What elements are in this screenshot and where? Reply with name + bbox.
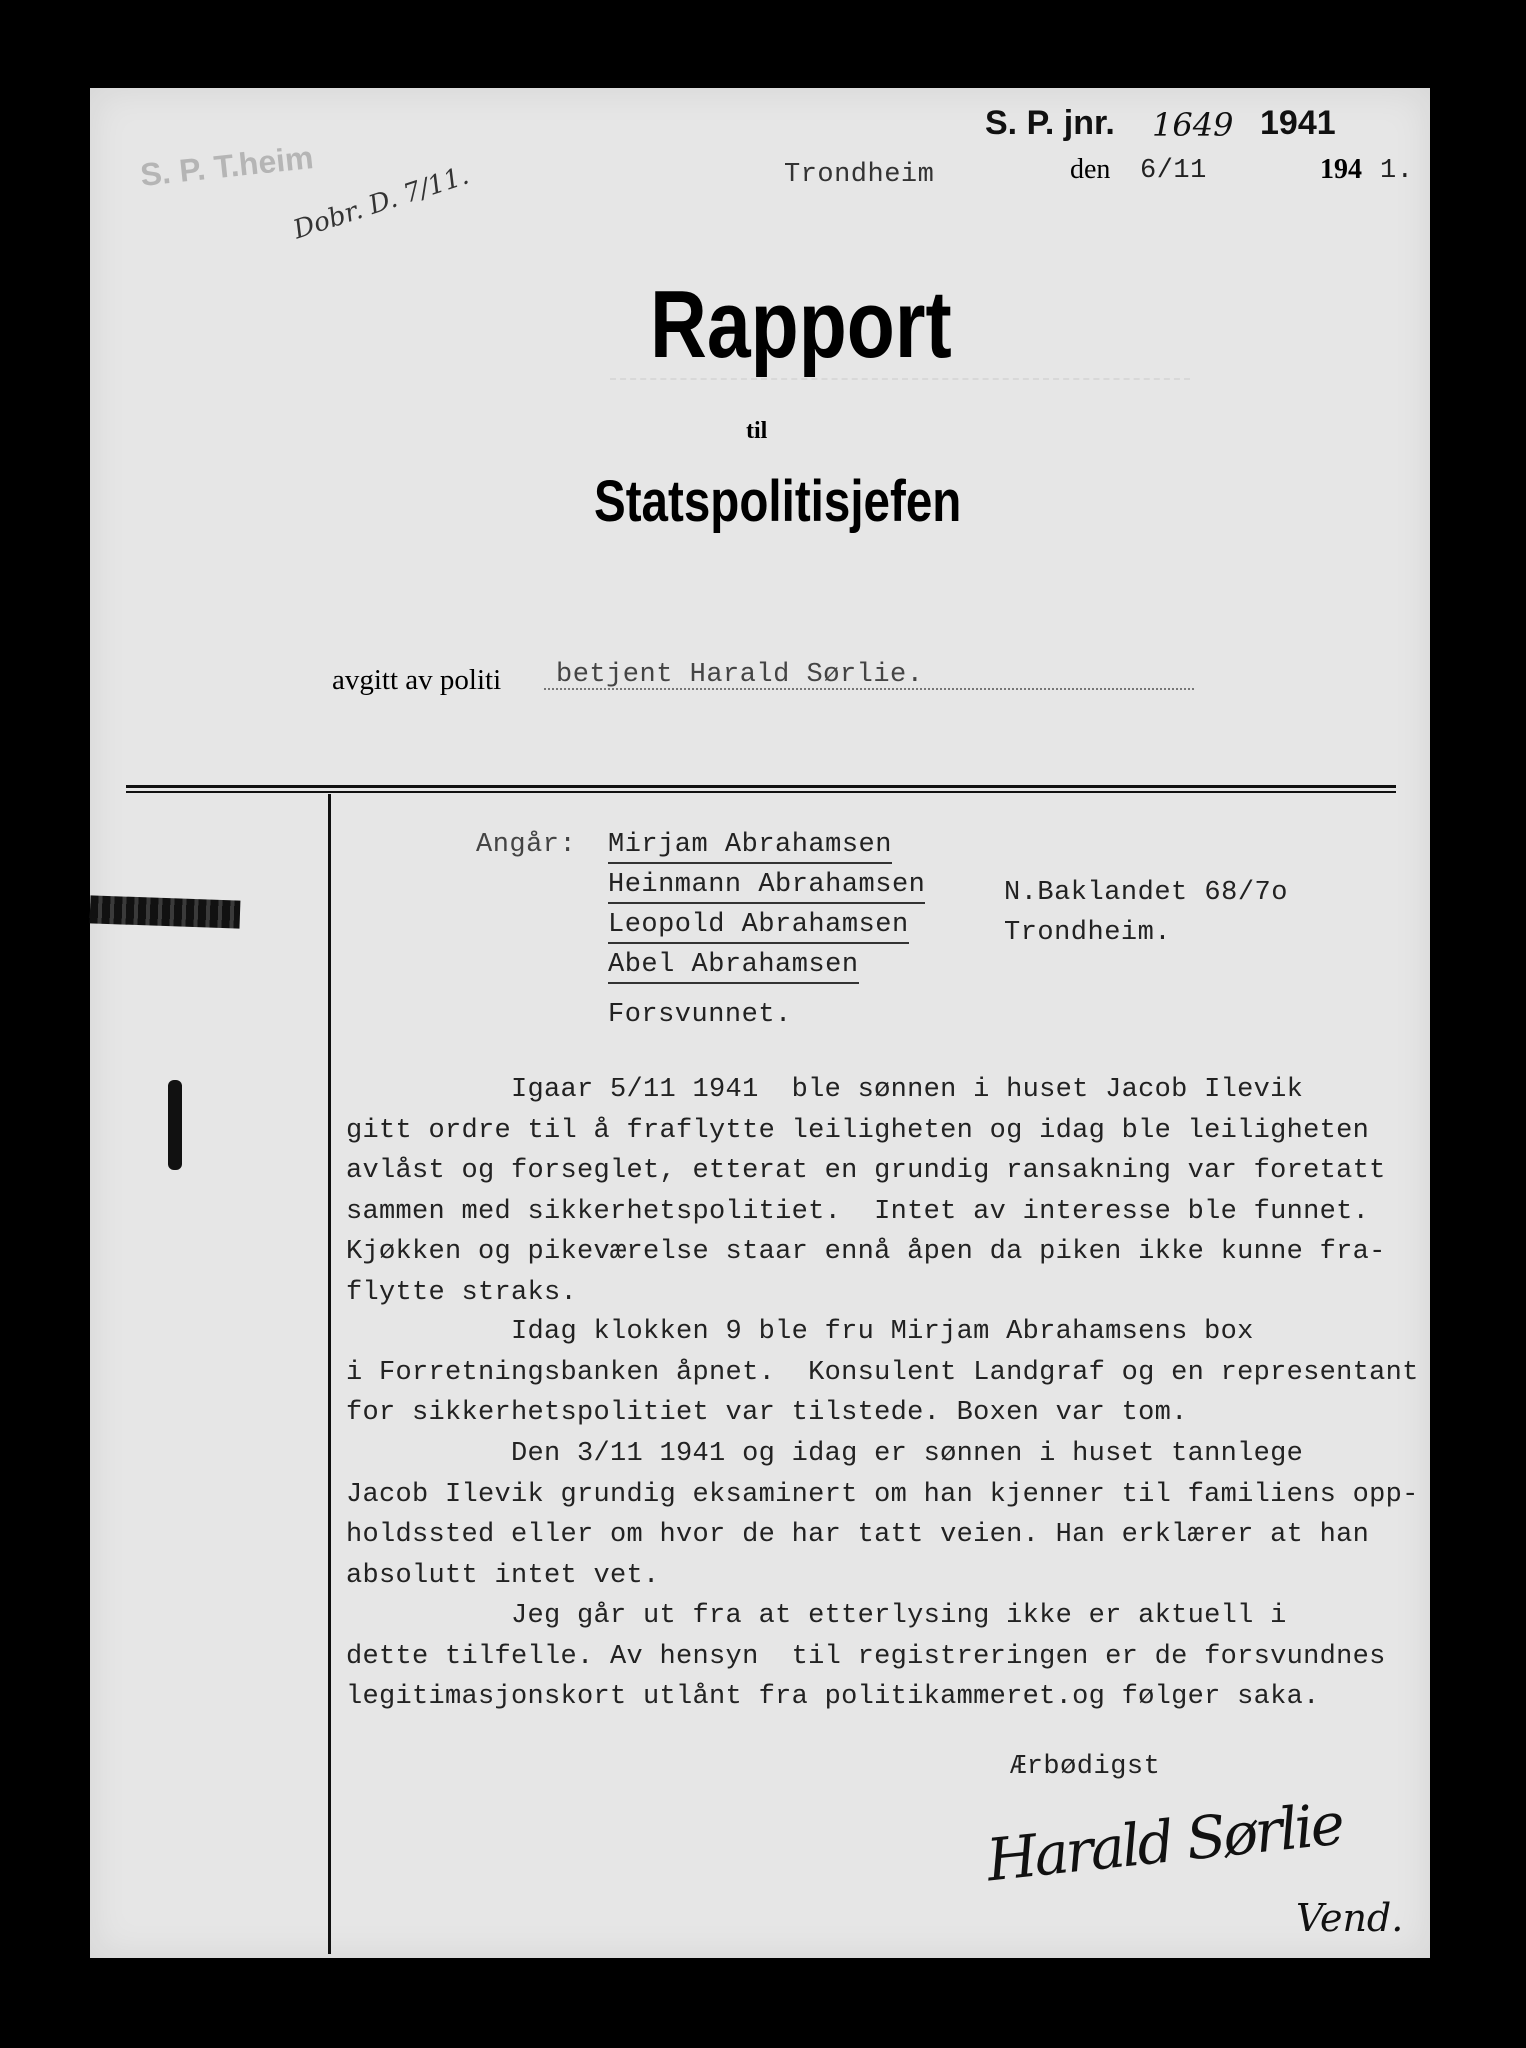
body-paragraph-3: Den 3/11 1941 og idag er sønnen i huset tannlege Jacob Ilevik grundig eksaminert om han kjenner til familiens opp- holdssted eller om hvor de har tatt veien. Han erklærer at han absolutt intet vet.	[346, 1439, 1419, 1591]
handwritten-stamp-note: Dobr. D. 7/11.	[289, 160, 473, 246]
journal-number: 1649	[1152, 106, 1234, 144]
subject-status: Forsvunnet.	[608, 1000, 792, 1030]
body-paragraph-1: Igaar 5/11 1941 ble sønnen i huset Jacob Ilevik gitt ordre til å fraflytte leiligheten og idag ble leiligheten avlåst og forseglet, etterat en grundig ransakning var foretatt sammen med sikkerhetspolitiet. Intet av interesse ble funnet. Kjøkken og pikeværelse staar ennå åpen da piken ikke kunne fra- flytte straks.	[346, 1075, 1386, 1308]
document-page	[90, 88, 1430, 1958]
subject-person-4: Abel Abrahamsen	[608, 950, 859, 984]
author-label: avgitt av politi	[332, 664, 502, 696]
subject-address-1: N.Baklandet 68/7o	[1004, 878, 1288, 908]
year-suffix: 1.	[1380, 156, 1414, 186]
journal-year: 1941	[1260, 104, 1336, 142]
binder-mark	[90, 895, 241, 928]
place: Trondheim	[784, 160, 935, 190]
body-paragraph-4: Jeg går ut fra at etterlysing ikke er aktuell i dette tilfelle. Av hensyn til registreringen er de forsvundnes legitimasjonskort utlånt fra politikammeret.og følger saka.	[346, 1601, 1386, 1712]
vend-note: Vend.	[1296, 1896, 1404, 1940]
report-title: Rapport	[650, 271, 952, 378]
subject-address-2: Trondheim.	[1004, 918, 1172, 948]
margin-rule	[328, 794, 331, 1954]
body-paragraph-2: Idag klokken 9 ble fru Mirjam Abrahamsens box i Forretningsbanken åpnet. Konsulent Landgraf og en representant for sikkerhetspolitiet var tilstede. Boxen var tom.	[346, 1317, 1419, 1428]
year-prefix: 194	[1320, 154, 1362, 185]
til-label: til	[746, 418, 768, 444]
report-recipient: Statspolitisjefen	[594, 469, 962, 534]
author-dotted-line	[544, 688, 1194, 690]
punch-mark	[168, 1080, 182, 1170]
closing-greeting: Ærbødigst	[1010, 1752, 1161, 1782]
author-name: betjent Harald Sørlie.	[556, 660, 924, 690]
subject-person-2: Heinmann Abrahamsen	[608, 870, 925, 904]
bleed-through-mark	[610, 378, 1190, 400]
subject-label: Angår:	[476, 830, 577, 860]
header-rule-bottom	[126, 791, 1396, 793]
subject-person-3: Leopold Abrahamsen	[608, 910, 909, 944]
header-rule-top	[126, 785, 1396, 788]
subject-person-1: Mirjam Abrahamsen	[608, 830, 892, 864]
journal-number-label: S. P. jnr.	[985, 104, 1115, 142]
signature: Harald Sørlie	[983, 1789, 1345, 1895]
stamp-text: S. P. T.heim	[138, 139, 316, 193]
date: 6/11	[1140, 156, 1207, 186]
den-label: den	[1070, 154, 1111, 185]
